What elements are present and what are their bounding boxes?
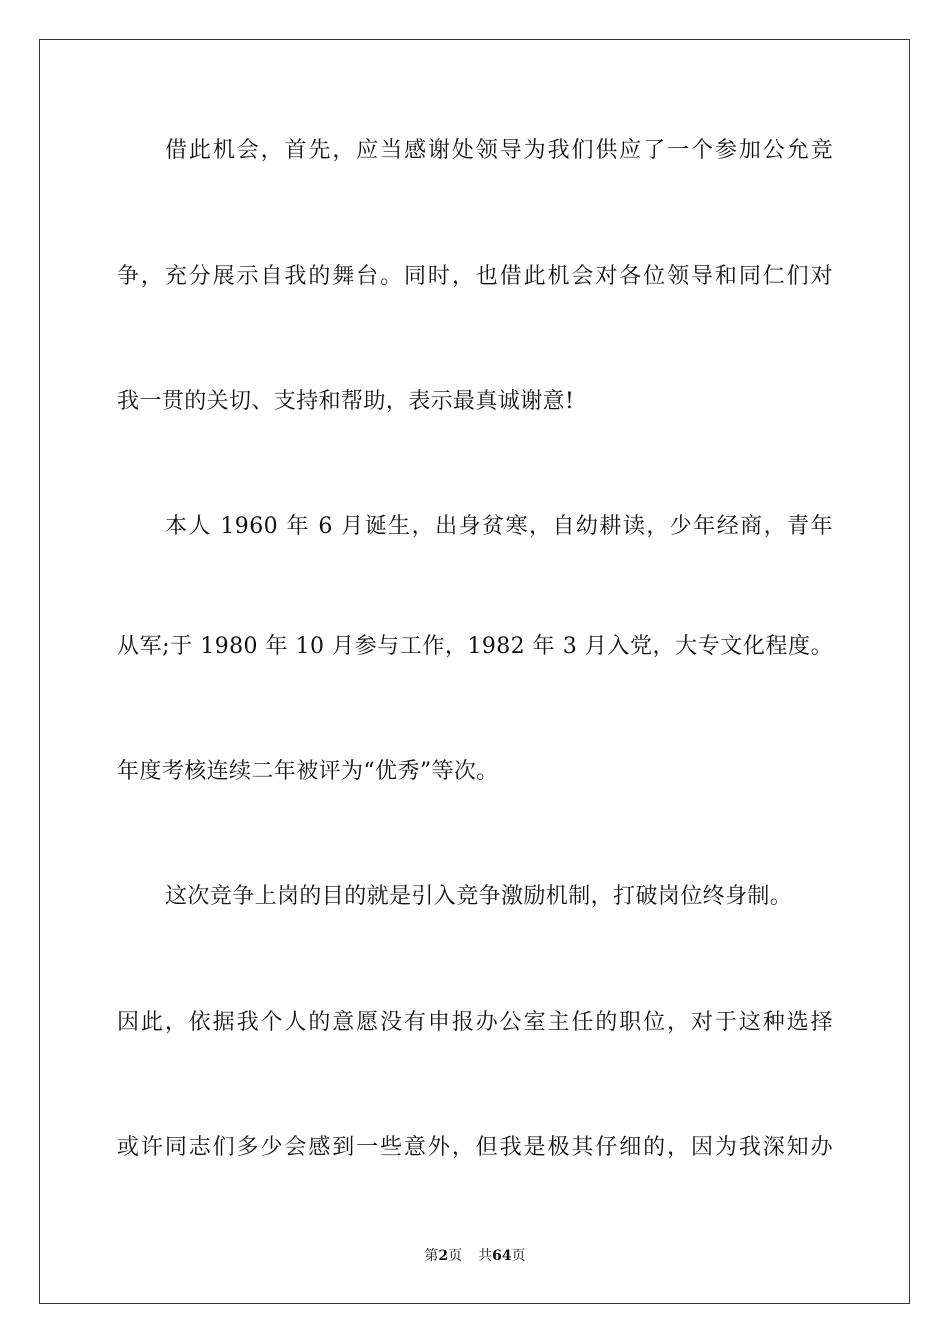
page-prefix: 第 — [424, 1248, 439, 1264]
paragraph-line: 从军;于 1980 年 10 月参与工作，1982 年 3 月入党，大专文化程度。 — [117, 634, 833, 659]
paragraph-line: 借此机会，首先，应当感谢处领导为我们供应了一个参加公允竞 — [165, 138, 833, 163]
paragraph-line: 争，充分展示自我的舞台。同时，也借此机会对各位领导和同仁们对 — [117, 264, 833, 289]
paragraph-line: 年度考核连续二年被评为“优秀”等次。 — [117, 759, 499, 784]
paragraph-line: 或许同志们多少会感到一些意外，但我是极其仔细的，因为我深知办 — [117, 1135, 833, 1160]
total-pages: 64 — [492, 1248, 512, 1264]
paragraph-line: 本人 1960 年 6 月诞生，出身贫寒，自幼耕读，少年经商，青年 — [165, 514, 833, 539]
paragraph-line: 因此，依据我个人的意愿没有申报办公室主任的职位，对于这种选择 — [117, 1010, 833, 1035]
paragraph-line: 这次竞争上岗的目的就是引入竞争激励机制，打破岗位终身制。 — [165, 884, 793, 909]
page-suffix: 页 — [448, 1248, 463, 1264]
total-suffix: 页 — [511, 1248, 526, 1264]
paragraph-line: 我一贯的关切、支持和帮助，表示最真诚谢意! — [117, 389, 575, 414]
page-border — [39, 39, 910, 1304]
page-footer — [0, 1246, 950, 1266]
total-prefix: 共 — [478, 1248, 493, 1264]
page-number: 2 — [438, 1248, 449, 1264]
